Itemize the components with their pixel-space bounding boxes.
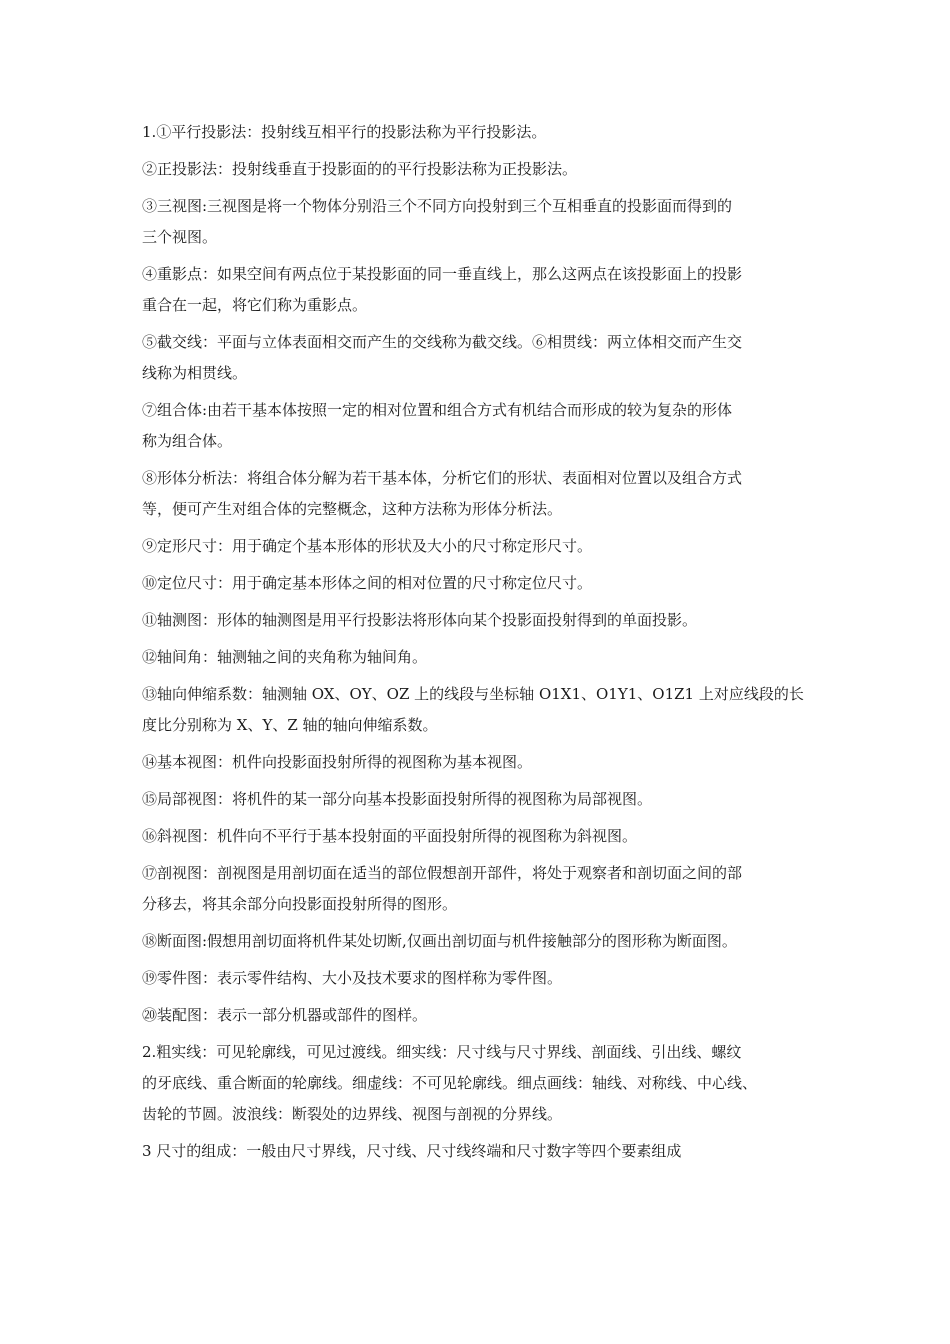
text-line: ⑩定位尺寸：用于确定基本形体之间的相对位置的尺寸称定位尺寸。	[142, 574, 593, 592]
text-line: 等，便可产生对组合体的完整概念，这种方法称为形体分析法。	[142, 500, 563, 518]
text-line: ⑮局部视图：将机件的某一部分向基本投影面投射所得的视图称为局部视图。	[142, 790, 653, 808]
text-line: ⑪轴测图：形体的轴测图是用平行投影法将形体向某个投影面投射得到的单面投影。	[142, 611, 698, 629]
text-line: 3 尺寸的组成：一般由尺寸界线，尺寸线、尺寸线终端和尺寸数字等四个要素组成	[142, 1142, 682, 1160]
text-line: ⑦组合体:由若干基本体按照一定的相对位置和组合方式有机结合而形成的较为复杂的形体	[142, 401, 733, 419]
text-line: 度比分别称为 X、Y、Z 轴的轴向伸缩系数。	[142, 716, 438, 734]
text-line: 齿轮的节圆。波浪线：断裂处的边界线、视图与剖视的分界线。	[142, 1105, 563, 1123]
text-line: 的牙底线、重合断面的轮廓线。细虚线：不可见轮廓线。细点画线：轴线、对称线、中心线、	[142, 1074, 758, 1092]
text-line: ⑫轴间角：轴测轴之间的夹角称为轴间角。	[142, 648, 428, 666]
text-line: 重合在一起，将它们称为重影点。	[142, 296, 368, 314]
text-line: ⑱断面图:假想用剖切面将机件某处切断,仅画出剖切面与机件接触部分的图形称为断面图。	[142, 932, 737, 950]
text-line: 2.粗实线：可见轮廓线，可见过渡线。细实线：尺寸线与尺寸界线、剖面线、引出线、螺纹	[142, 1043, 742, 1061]
text-line: ⑤截交线：平面与立体表面相交而产生的交线称为截交线。⑥相贯线：两立体相交而产生交	[142, 333, 743, 351]
text-line: ⑯斜视图：机件向不平行于基本投射面的平面投射所得的视图称为斜视图。	[142, 827, 638, 845]
text-line: ⑰剖视图：剖视图是用剖切面在适当的部位假想剖开部件，将处于观察者和剖切面之间的部	[142, 864, 743, 882]
document-body	[142, 117, 812, 1167]
text-line: 1.①平行投影法：投射线互相平行的投影法称为平行投影法。	[142, 123, 547, 141]
text-line: ⑭基本视图：机件向投影面投射所得的视图称为基本视图。	[142, 753, 533, 771]
text-line: ②正投影法：投射线垂直于投影面的的平行投影法称为正投影法。	[142, 160, 578, 178]
text-line: ③三视图:三视图是将一个物体分别沿三个不同方向投射到三个互相垂直的投影面而得到的	[142, 197, 733, 215]
text-line: ④重影点：如果空间有两点位于某投影面的同一垂直线上，那么这两点在该投影面上的投影	[142, 265, 743, 283]
text-line: ⑨定形尺寸：用于确定个基本形体的形状及大小的尺寸称定形尺寸。	[142, 537, 593, 555]
text-line: ⑳装配图：表示一部分机器或部件的图样。	[142, 1006, 428, 1024]
text-line: 三个视图。	[142, 228, 218, 246]
text-line: 称为组合体。	[142, 432, 233, 450]
text-line: ⑲零件图：表示零件结构、大小及技术要求的图样称为零件图。	[142, 969, 563, 987]
text-line: 线称为相贯线。	[142, 364, 248, 382]
text-line: ⑧形体分析法：将组合体分解为若干基本体，分析它们的形状、表面相对位置以及组合方式	[142, 469, 743, 487]
text-line: ⑬轴向伸缩系数：轴测轴 OX、OY、OZ 上的线段与坐标轴 O1X1、O1Y1、O1Z1 上对应线段的长	[142, 685, 804, 703]
text-line: 分移去，将其余部分向投影面投射所得的图形。	[142, 895, 458, 913]
